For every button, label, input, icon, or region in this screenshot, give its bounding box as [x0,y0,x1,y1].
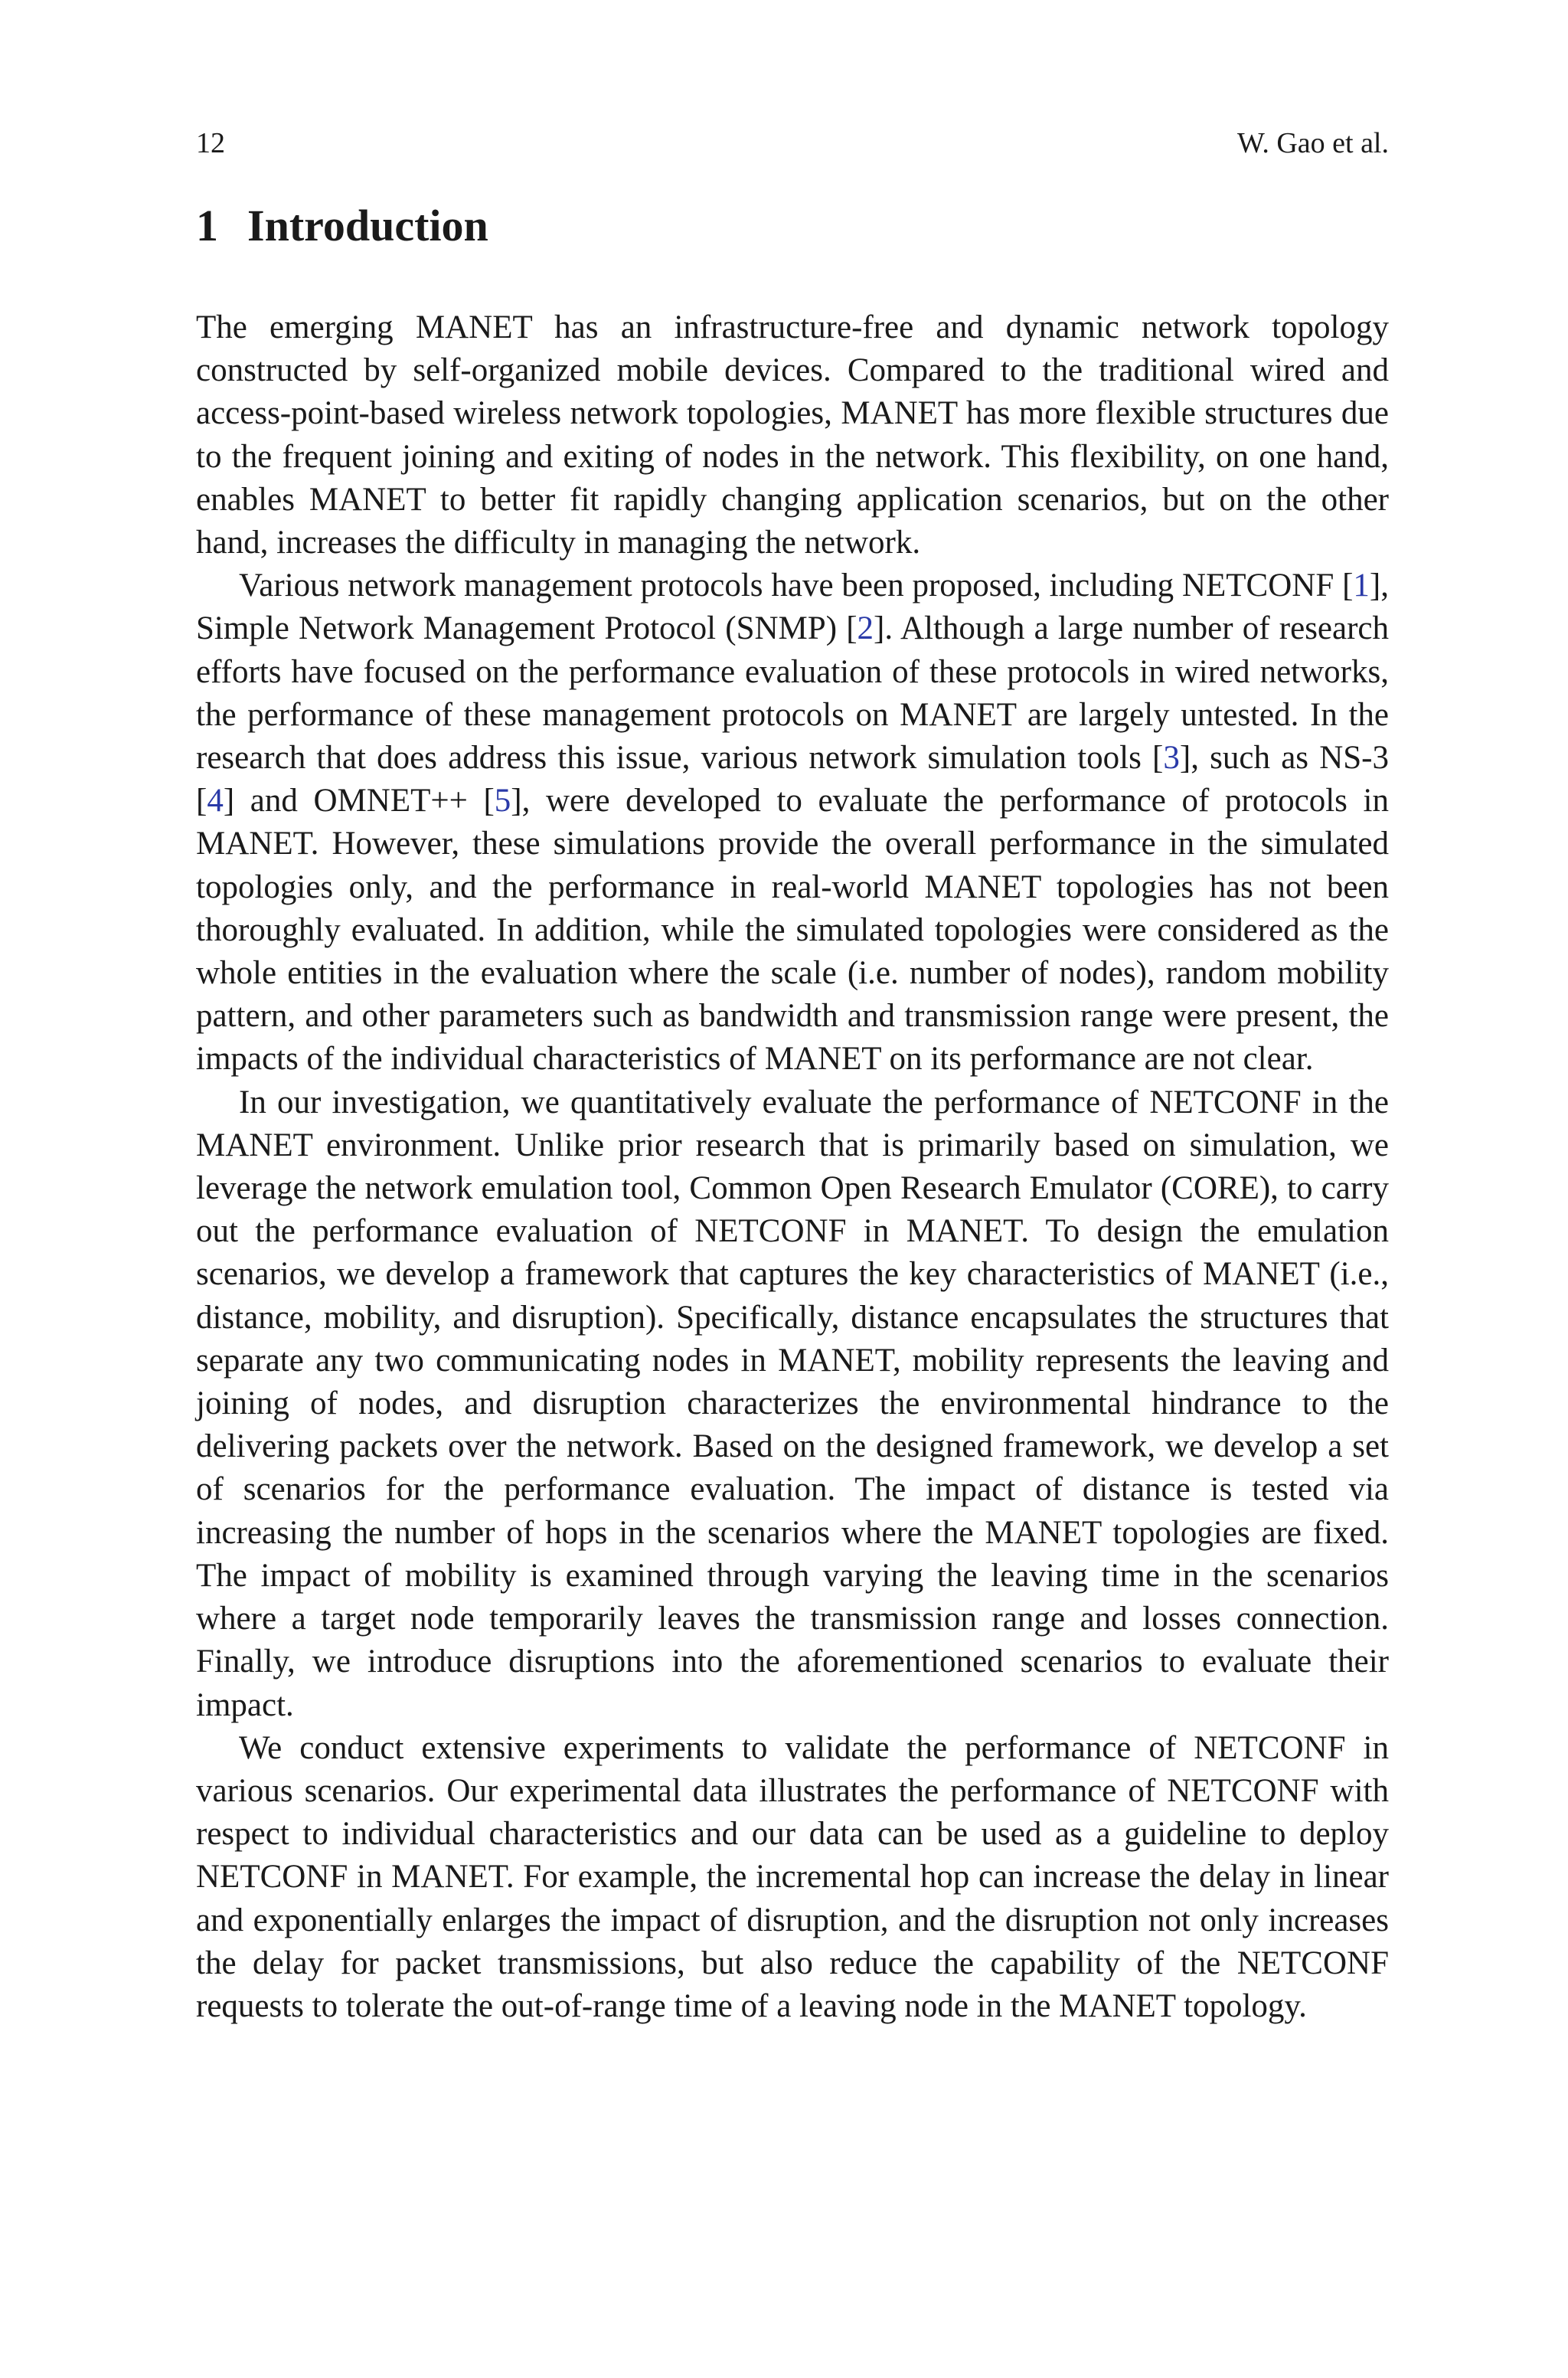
citation-link[interactable]: 4 [207,783,224,819]
paragraph [196,564,1389,1081]
text-run: ], such as NS-3 [ [196,740,1389,819]
running-author: W. Gao et al. [1236,127,1389,159]
text-run: The emerging MANET has an infrastructure-free and dynamic network topology constructed by self-organized mobile devices. Compared to the traditional wired and access-point-based wireless network topologies, MANET has more flexible structures due to the frequent joining and exiting of nodes in the network. This flexibility, on one hand, enables MANET to better fit rapidly changing application scenarios, but on the other hand, increases the difficulty in managing the network. [196,309,1389,561]
text-run: ], were developed to evaluate the performance of protocols in MANET. However, these simulations provide the overall performance in the simulated topologies only, and the performance in real-world MANET topologies has not been thoroughly evaluated. In addition, while the simulated topologies were considered as the whole entities in the evaluation where the scale (i.e. number of nodes), random mobility pattern, and other parameters such as bandwidth and transmission range were present, the impacts of the individual characteristics of MANET on its performance are not clear. [196,783,1389,1078]
text-run: Various network management protocols have been proposed, including NETCONF [ [239,568,1354,604]
text-run: ], Simple Network Management Protocol (SNMP) [ [196,568,1389,647]
text-run: We conduct extensive experiments to validate the performance of NETCONF in various scenarios. Our experimental data illustrates the performance of NETCONF with respect to individual characteristics and our data can be used as a guideline to deploy NETCONF in MANET. For example, the incremental hop can increase the delay in linear and exponentially enlarges the impact of disruption, and the disruption not only increases the delay for packet transmissions, but also reduce the capability of the NETCONF requests to tolerate the out-of-range time of a leaving node in the MANET topology. [196,1729,1389,2024]
paragraph [196,1081,1389,1727]
section-title: Introduction [247,201,488,250]
page-number: 12 [196,127,225,159]
text-run: In our investigation, we quantitatively evaluate the performance of NETCONF in the MANET environment. Unlike prior research that is primarily based on simulation, we leverage the network emulation tool, Common Open Research Emulator (CORE), to carry out the performance evaluation of NETCONF in MANET. To design the emulation scenarios, we develop a framework that captures the key characteristics of MANET (i.e., distance, mobility, and disruption). Specifically, distance encapsulates the structures that separate any two communicating nodes in MANET, mobility represents the leaving and joining of nodes, and disruption characterizes the environmental hindrance to the delivering packets over the network. Based on the designed framework, we develop a set of scenarios for the performance evaluation. The impact of distance is tested via increasing the number of hops in the scenarios where the MANET topologies are fixed. The impact of mobility is examined through varying the leaving time in the scenarios where a target node temporarily leaves the transmission range and losses connection. Finally, we introduce disruptions into the aforementioned scenarios to evaluate their impact. [196,1084,1389,1723]
section-heading [196,199,488,253]
citation-link[interactable]: 3 [1163,740,1180,777]
citation-link[interactable]: 2 [857,610,874,647]
paragraph [196,306,1389,564]
citation-link[interactable]: 1 [1353,568,1370,604]
text-run: ] and OMNET++ [ [223,783,495,819]
paragraph [196,1727,1389,2028]
body-text [196,306,1389,2028]
running-head [196,124,1389,162]
citation-link[interactable]: 5 [494,783,511,819]
text-run: ]. Although a large number of research efforts have focused on the performance evaluation of these protocols in wired networks, the performance of these management protocols on MANET are largely untested. In the research that does address this issue, various network simulation tools [ [196,610,1389,777]
section-number: 1 [196,201,218,250]
